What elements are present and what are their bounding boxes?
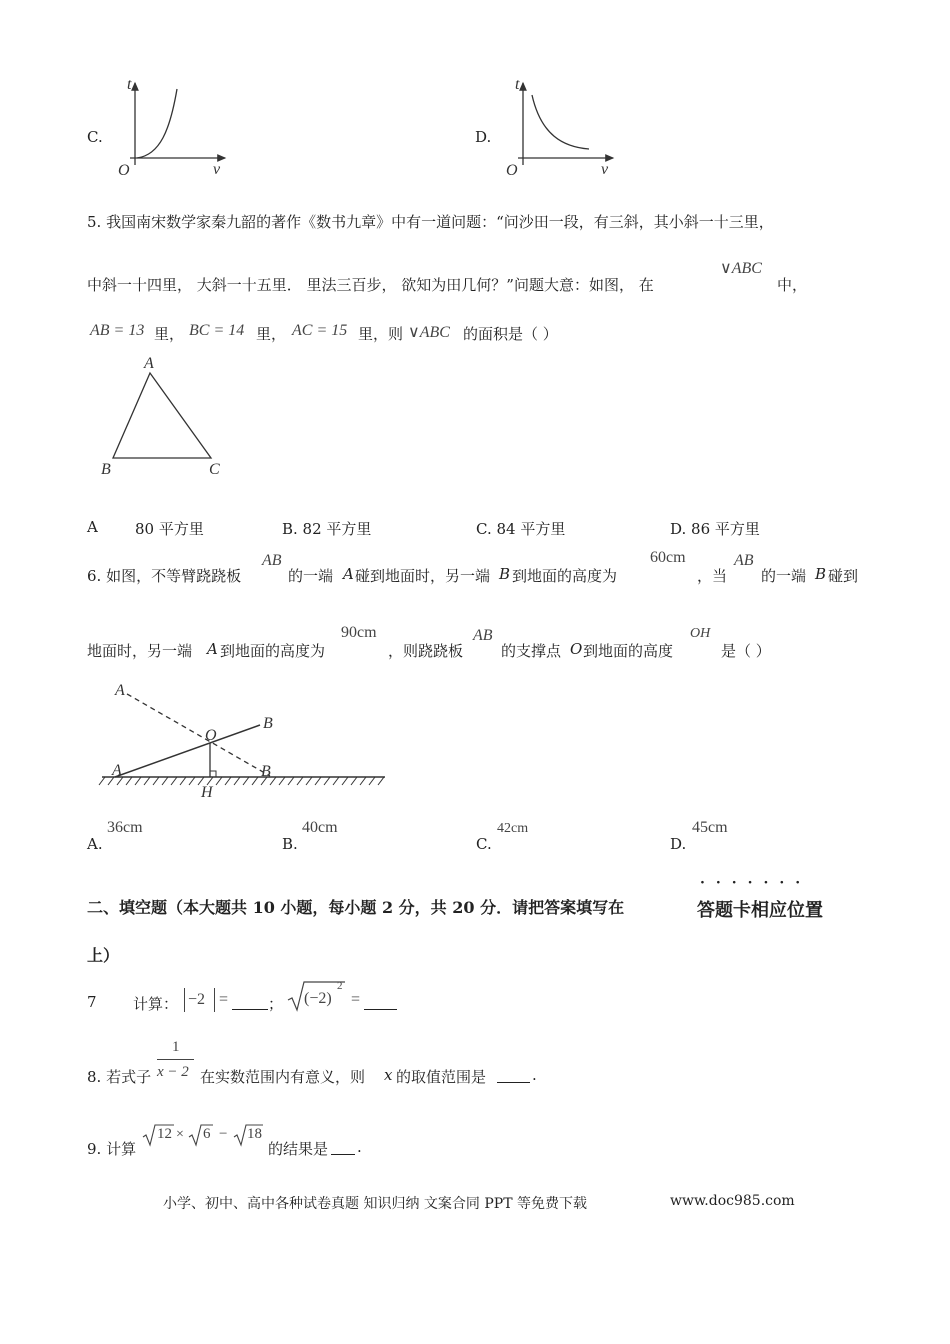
right-angle-mark [210,771,216,777]
q8-denominator: x − 2 [157,1064,189,1080]
q9-end: . [357,1138,362,1156]
q5-li2: 里， [256,325,287,343]
origin-label: O [118,162,130,179]
label-b-right: B [263,715,273,732]
q5-bc-eq: BC = 14 [189,322,245,339]
q7-abs-bar-right [214,988,215,1012]
option-c-label: C. [87,128,103,146]
origin-label: O [506,162,518,179]
q7-number: 7 [87,993,97,1011]
q7-abs-expr: −2 [188,991,206,1008]
vertex-c: C [209,461,220,478]
q6-option-b-label: B. [282,835,298,853]
label-h: H [201,784,213,801]
label-b-bottom: B [261,763,271,780]
q6-option-c-label: C. [476,835,492,853]
q5-li1: 里， [154,325,185,343]
q6-option-d-value: 45cm [692,819,728,836]
option-d-label: D. [475,128,492,146]
t-label: t [127,76,132,93]
q5-ac-eq: AC = 15 [292,322,348,339]
q9-blank[interactable] [331,1142,355,1155]
q6-option-c-value: 42cm [497,821,529,836]
q7-separator: ； [268,995,284,1013]
q5-li3: 里，则 [358,325,404,343]
q8-numerator: 1 [172,1039,180,1055]
section2-heading: 二、填空题（本大题共 10 小题，每小题 2 分，共 20 分．请把答案填写在 [87,898,625,917]
q9-minus: − [219,1126,228,1142]
q8-blank[interactable] [497,1070,530,1083]
q6-option-a-label: A. [87,835,103,853]
section2-heading-end: 上） [87,946,120,965]
footer-link[interactable]: www.doc985.com [670,1193,795,1209]
emphasis-dots: ······· [700,875,812,891]
option-c-graph [115,75,235,180]
seesaw-solid [115,725,260,777]
triangle-abc [113,373,211,458]
q5-option-c: C. 84 平方里 [476,520,566,538]
q9-post: 的结果是 [268,1140,329,1158]
vertex-a: A [144,355,154,372]
q5-triangle-symbol: ∨ABC [720,260,762,277]
ground-hatch [99,777,384,785]
q7-abs-bar-left [184,988,185,1012]
q6-option-a-value: 36cm [107,819,143,836]
label-a-top: A [115,682,125,699]
q5-option-a: 80 平方里 [135,520,204,538]
q5-tail: 的面积是（ ） [463,325,558,343]
q9-radicand-3: 18 [247,1126,262,1142]
q7-text: 计算： [133,995,179,1013]
q9-times: × [176,1127,184,1142]
q9-radicand-1: 12 [157,1126,172,1142]
q7-blank-2[interactable] [364,997,397,1010]
t-label: t [515,76,520,93]
q5-ab-eq: AB = 13 [90,322,145,339]
seesaw-dashed [127,694,270,776]
q5-line2b: 中， [777,276,808,294]
v-label: v [601,161,609,178]
q5-line1: 5. 我国南宋数学家秦九韶的著作《数书九章》中有一道问题：“问沙田一段，有三斜，其小斜一十三里， [87,213,774,231]
q7-eq-2: = [351,991,361,1008]
decreasing-curve [532,95,589,149]
q5-option-d: D. 86 平方里 [670,520,760,538]
q5-option-a-label: A [87,518,98,536]
q7-eq: = [219,991,229,1008]
q7-blank-1[interactable] [232,997,268,1010]
q6-option-b-value: 40cm [302,819,338,836]
q5-triangle-symbol-2: ∨ABC [408,324,450,341]
footer-left: 小学、初中、高中各种试卷真题 知识归纳 文案合同 PPT 等免费下载 [163,1196,587,1212]
increasing-curve [137,89,177,158]
vertex-b: B [101,461,111,478]
q5-triangle-figure [95,355,235,480]
q6-option-d-label: D. [670,835,687,853]
q8-post2: 的取值范围是 [396,1068,487,1086]
q8-pre: 8. 若式子 [87,1068,152,1086]
q7-sqrt-expr: (−2) [304,990,332,1007]
q8-post: 在实数范围内有意义，则 [200,1068,366,1086]
q5-line2a: 中斜一十四里， 大斜一十五里． 里法三百步， 欲知为田几何？”问题大意：如图， 在 [87,276,654,294]
q6-seesaw-figure [95,680,405,805]
q8-var: x [384,1066,393,1084]
q9-radicand-2: 6 [203,1126,211,1142]
q5-option-b: B. 82 平方里 [282,520,372,538]
section2-emphasis: 答题卡相应位置 [697,900,823,921]
q9-pre: 9. 计算 [87,1140,137,1158]
q8-end: . [532,1066,537,1084]
option-d-graph [503,75,623,180]
label-o: O [205,727,217,744]
q7-exponent: 2 [337,980,343,992]
v-label: v [213,161,221,178]
label-a-bottom: A [112,762,122,779]
q8-fraction-bar [157,1059,194,1060]
